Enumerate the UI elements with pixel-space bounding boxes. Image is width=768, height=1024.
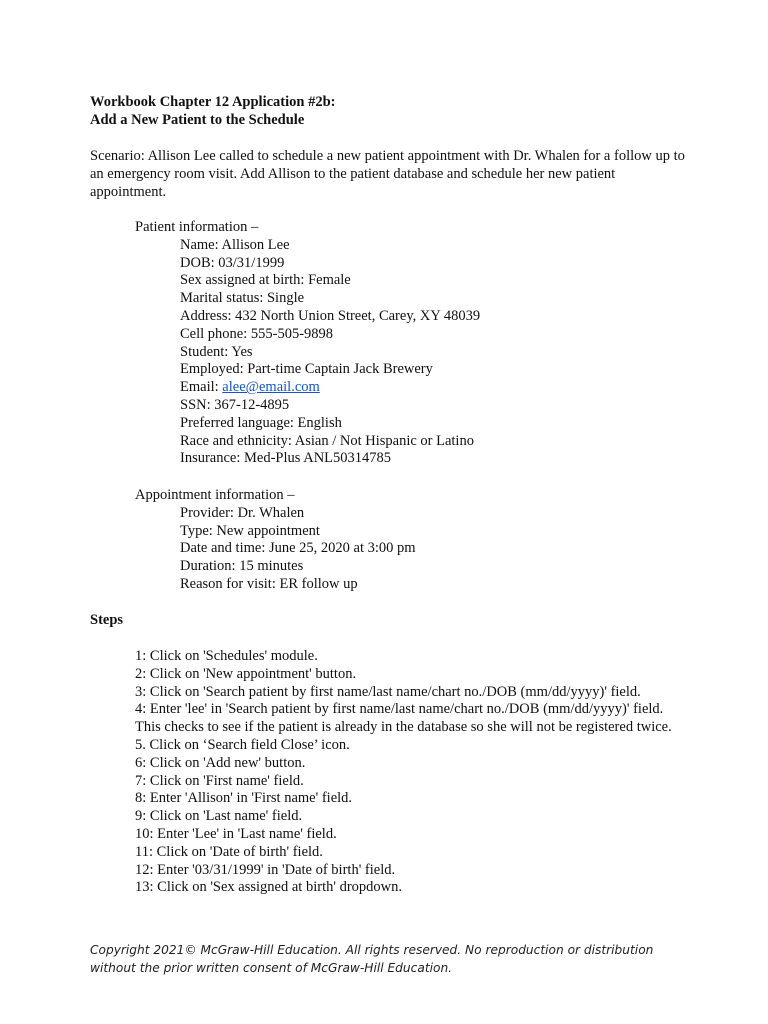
patient-info-ssn: SSN: 367-12-4895 [180, 396, 290, 413]
appointment-info-reason: Reason for visit: ER follow up [180, 575, 358, 592]
patient-information-section [90, 219, 690, 468]
appointment-info-provider: Provider: Dr. Whalen [180, 504, 305, 521]
step-item: 11: Click on 'Date of birth' field. [135, 843, 323, 860]
patient-info-sex: Sex assigned at birth: Female [180, 272, 351, 289]
patient-info-address: Address: 432 North Union Street, Carey, XY 48039 [180, 307, 481, 324]
step-item: 12: Enter '03/31/1999' in 'Date of birth' field. [135, 861, 396, 878]
step-item: 5. Click on ‘Search field Close’ icon. [135, 736, 350, 753]
appointment-info-type: Type: New appointment [180, 522, 320, 539]
appointment-info-duration: Duration: 15 minutes [180, 558, 304, 575]
appointment-info-date-time: Date and time: June 25, 2020 at 3:00 pm [180, 540, 416, 557]
step-item: 2: Click on 'New appointment' button. [135, 665, 357, 682]
steps-list [135, 648, 680, 897]
patient-info-name: Name: Allison Lee [180, 236, 290, 253]
patient-info-marital-status: Marital status: Single [180, 290, 305, 307]
step-item: 8: Enter 'Allison' in 'First name' field. [135, 790, 353, 807]
patient-info-race-ethnicity: Race and ethnicity: Asian / Not Hispanic or Latino [180, 432, 474, 449]
patient-info-heading: Patient information – [135, 219, 259, 235]
step-item: 4: Enter 'lee' in 'Search patient by first name/last name/chart no./DOB (mm/dd/yyyy)' field. This checks to see if the patient is already in the database so she will not be registered twice. [135, 701, 672, 736]
patient-info-email [90, 379, 690, 397]
step-item: 7: Click on 'First name' field. [135, 772, 304, 789]
patient-info-language: Preferred language: English [180, 414, 342, 431]
patient-info-cell-phone: Cell phone: 555-505-9898 [180, 325, 334, 342]
step-item: 3: Click on 'Search patient by first name/last name/chart no./DOB (mm/dd/yyyy)' field. [135, 683, 641, 700]
appointment-info-heading: Appointment information – [135, 487, 295, 503]
step-item: 1: Click on 'Schedules' module. [135, 648, 318, 664]
step-item: 9: Click on 'Last name' field. [135, 808, 303, 825]
patient-info-insurance: Insurance: Med-Plus ANL50314785 [180, 450, 392, 467]
patient-info-dob: DOB: 03/31/1999 [180, 254, 285, 271]
email-label: Email: [180, 379, 223, 396]
title-line-2: Add a New Patient to the Schedule [90, 111, 305, 128]
appointment-information-section [90, 487, 690, 594]
step-item: 13: Click on 'Sex assigned at birth' dropdown. [135, 879, 403, 896]
email-link[interactable]: alee@email.com [222, 379, 320, 396]
document-title [90, 94, 335, 130]
step-item: 6: Click on 'Add new' button. [135, 754, 306, 771]
steps-heading: Steps [90, 612, 124, 628]
copyright-footer: Copyright 2021© McGraw-Hill Education. All rights reserved. No reproduction or distribution without the prior written consent of McGraw-Hill Education. [90, 943, 654, 975]
step-item: 10: Enter 'Lee' in 'Last name' field. [135, 825, 337, 842]
patient-info-employed: Employed: Part-time Captain Jack Brewery [180, 361, 433, 378]
patient-info-student: Student: Yes [180, 343, 253, 360]
title-line-1: Workbook Chapter 12 Application #2b: [90, 94, 336, 110]
scenario-paragraph: Scenario: Allison Lee called to schedule a new patient appointment with Dr. Whalen for a follow up to an emergency room visit. Add Allison to the patient database and schedule her new patient appointment. [90, 148, 685, 200]
